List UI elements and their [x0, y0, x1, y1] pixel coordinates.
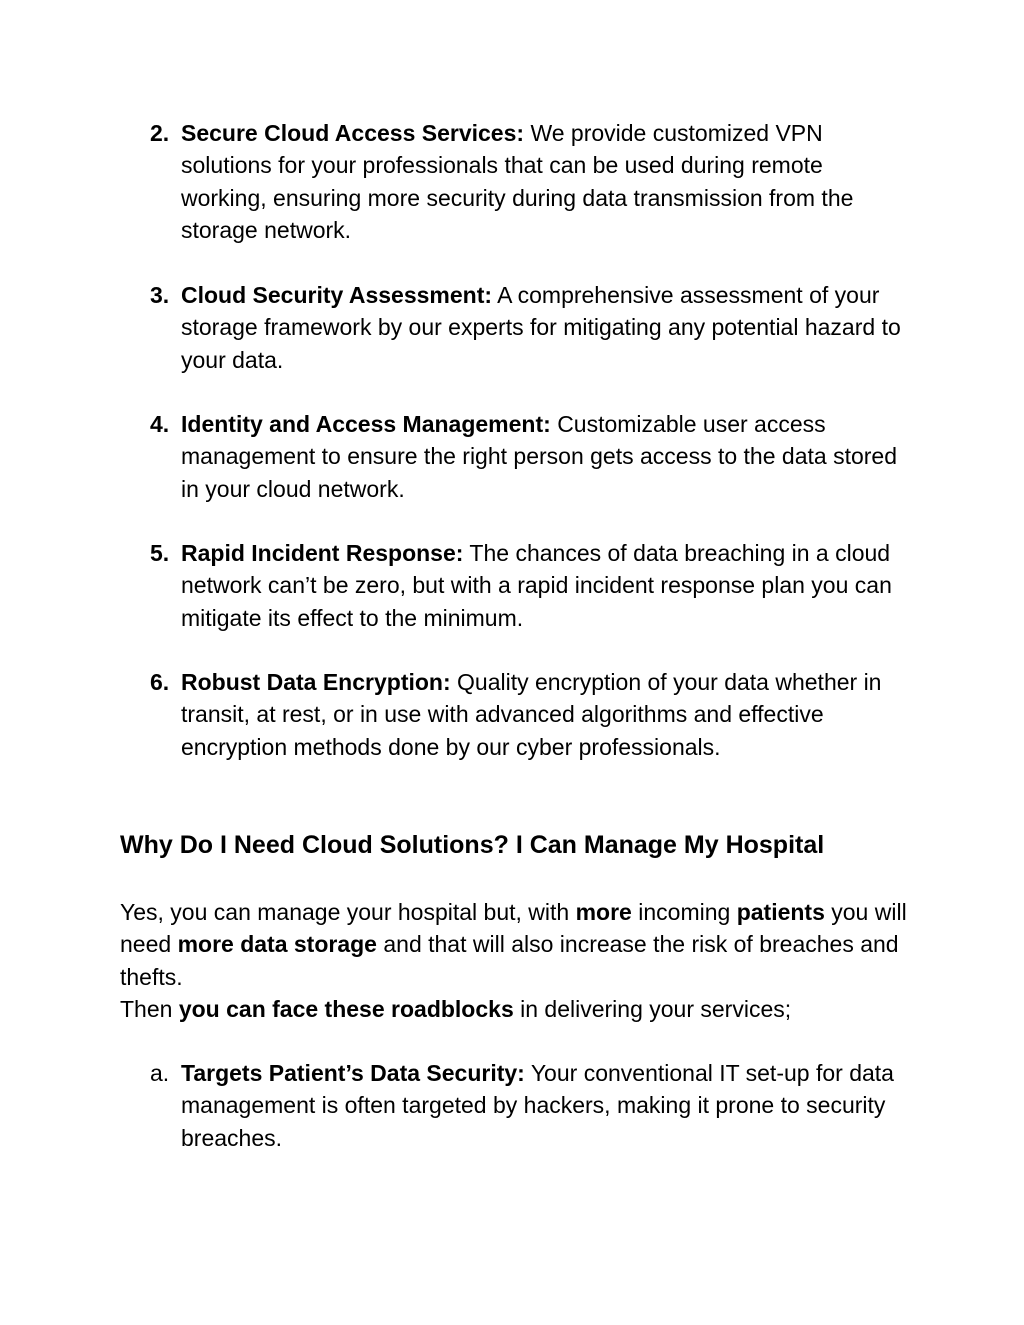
then-paragraph	[120, 993, 910, 1025]
list-marker: 4.	[150, 411, 170, 437]
list-item-term: Secure Cloud Access Services:	[181, 120, 525, 146]
bold-run: patients	[736, 899, 825, 925]
list-marker: 5.	[150, 540, 170, 566]
list-item-text: Quality encryption of your data whether in transit, at rest, or in use with advanced algorithms and effective encryption methods done by our cyber professionals.	[181, 669, 882, 760]
text-run: Then	[120, 996, 179, 1022]
text-run: and that will also increase the risk of breaches and thefts.	[120, 931, 899, 990]
list-item-content	[181, 408, 911, 505]
text-run: in delivering your services;	[513, 996, 792, 1022]
text-run: Yes, you can manage your hospital but, with	[120, 899, 576, 925]
list-item-content	[181, 279, 911, 376]
list-item-content	[181, 1057, 911, 1154]
list-item-term: Cloud Security Assessment:	[181, 282, 493, 308]
text-run: you will need	[120, 899, 907, 958]
list-item-text: Customizable user access management to ensure the right person gets access to the data stored in your cloud network.	[181, 411, 897, 502]
bold-run: more data storage	[177, 931, 377, 958]
list-item-term: Identity and Access Management:	[181, 411, 551, 437]
bold-run: you can face these roadblocks	[178, 996, 514, 1022]
list-item-text: We provide customized VPN solutions for your professionals that can be used during remote working, ensuring more security during data transmission from the storage network.	[181, 120, 854, 244]
list-item-content	[181, 666, 911, 763]
list-item-content	[181, 537, 911, 634]
text-run: incoming	[631, 899, 737, 925]
intro-paragraph	[120, 896, 910, 993]
list-marker: a.	[150, 1060, 170, 1086]
list-item-term: Targets Patient’s Data Security:	[181, 1060, 525, 1086]
list-marker: 6.	[150, 669, 170, 695]
list-marker: 3.	[150, 282, 170, 308]
list-item-text: The chances of data breaching in a cloud network can’t be zero, but with a rapid incident response plan you can mitigate its effect to the minimum.	[181, 540, 892, 631]
list-item-text: Your conventional IT set-up for data management is often targeted by hackers, making it prone to security breaches.	[181, 1060, 894, 1151]
list-item-term: Rapid Incident Response:	[181, 540, 464, 566]
list-item-term: Robust Data Encryption:	[181, 669, 451, 695]
list-item-text: A comprehensive assessment of your storage framework by our experts for mitigating any potential hazard to your data.	[181, 282, 901, 373]
list-item-content	[181, 117, 911, 247]
list-marker: 2.	[150, 120, 170, 146]
bold-run: more	[575, 899, 632, 925]
section-heading: Why Do I Need Cloud Solutions? I Can Manage My Hospital	[120, 831, 825, 859]
